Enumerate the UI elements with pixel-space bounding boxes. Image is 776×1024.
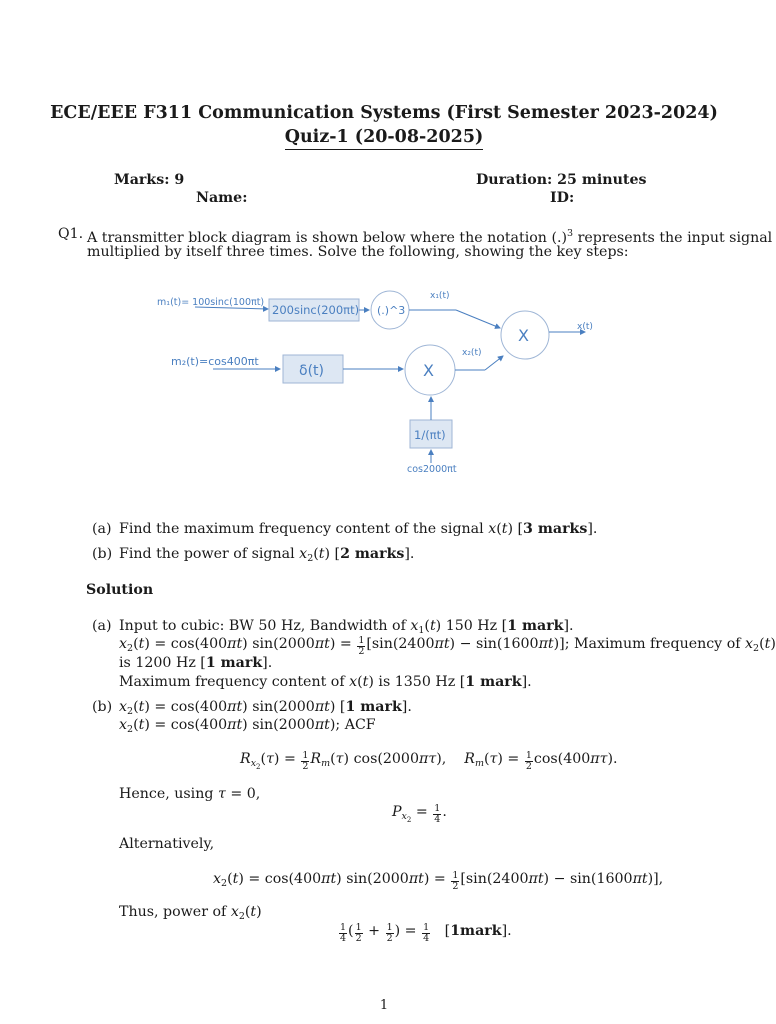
part-b-label: (b) [92, 546, 113, 562]
solution-a-line4: Maximum frequency content of x(t) is 1350 Hz [1 mark]. [119, 674, 532, 690]
multiplier-top-label: X [518, 326, 529, 345]
multiplier-bottom-label: X [423, 361, 434, 380]
solution-b-label: (b) [92, 699, 113, 715]
question-text-line1: A transmitter block diagram is shown below where the notation (.)$^3$ represents the input signal [87, 228, 773, 246]
solution-b-line1: $x_2(t) = \cos(400\pi t)$ sin(2000πt) [1 mark]. [119, 699, 412, 717]
quiz-date-label: Quiz-1 (20-08-2025) [285, 127, 484, 150]
alt-equation: $x_2(t) = \cos(400\pi t) \sin(2000\pi t)$ = $\frac{1}{2}$ [sin(2400πt) − sin(1600πt)], [213, 870, 664, 892]
acf-equation: $R_{x_2}(\tau)$ = $\frac{1}{2}$ $R_m(\tau)$ cos(2000πτ), $R_m(\tau)$ = $\frac{1}{2}$ cos(400πτ). [240, 750, 618, 772]
solution-a-line1: Input to cubic: BW 50 Hz, Bandwidth of $x_1(t)$ 150 Hz [1 mark]. [119, 618, 574, 636]
thus-text: Thus, power of $x_2(t)$ [119, 904, 262, 922]
power-equation: $P_{x_2}$ = $\frac{1}{4}$ . [392, 803, 447, 825]
hence-text: Hence, using τ = 0, [119, 786, 261, 802]
question-text-line2: multiplied by itself three times. Solve the following, showing the key steps: [87, 244, 629, 260]
solution-a-line2: $x_2(t) = \cos(400\pi t) \sin(2000\pi t)$ = $\frac{1}{2}$ [sin(2400πt) − sin(1600πt)]; Maximum frequency of $x_2(t)$ [119, 635, 776, 657]
part-a-text: Find the maximum frequency content of the signal x(t) [3 marks]. [119, 521, 598, 537]
x1-label: x₁(t) [430, 291, 450, 301]
question-number: Q1. [58, 226, 84, 242]
m1-label: m₁(t)= 100sinc(100πt) [157, 297, 265, 308]
carrier-label: cos2000πt [407, 464, 457, 475]
x2-label: x₂(t) [462, 348, 482, 358]
name-label: Name: [196, 190, 248, 206]
solution-a-line3: is 1200 Hz [1 mark]. [119, 655, 273, 671]
paper-subtitle [0, 127, 768, 147]
paper-title: ECE/EEE F311 Communication Systems (First Semester 2023-2024) [50, 103, 718, 123]
sinc-block-label: 200sinc(200πt) [272, 303, 360, 317]
alternatively-text: Alternatively, [119, 836, 215, 852]
marks-label: Marks: 9 [114, 172, 185, 188]
delta-block-label: δ(t) [299, 363, 324, 379]
solution-a-label: (a) [92, 618, 112, 634]
id-label: ID: [550, 190, 575, 206]
part-b-text: Find the power of signal $x_2(t)$ [2 marks]. [119, 546, 415, 564]
block-diagram [0, 280, 768, 480]
final-power-equation: $\frac{1}{4}$ ( $\frac{1}{2}$ + $\frac{1}{2}$ ) = $\frac{1}{4}$ [1mark]. [340, 922, 512, 944]
hilbert-block-label: 1/(πt) [414, 428, 446, 442]
solution-b-line2: $x_2(t) = \cos(400\pi t)$ sin(2000πt); ACF [119, 717, 376, 735]
page-number: 1 [379, 998, 389, 1013]
duration-label: Duration: 25 minutes [476, 172, 647, 188]
cube-block-label: (.)^3 [377, 304, 406, 317]
part-a-label: (a) [92, 521, 112, 537]
m2-label: m₂(t)=cos400πt [171, 355, 259, 368]
solution-heading: Solution [86, 582, 154, 598]
xt-output-label: x(t) [577, 322, 593, 332]
